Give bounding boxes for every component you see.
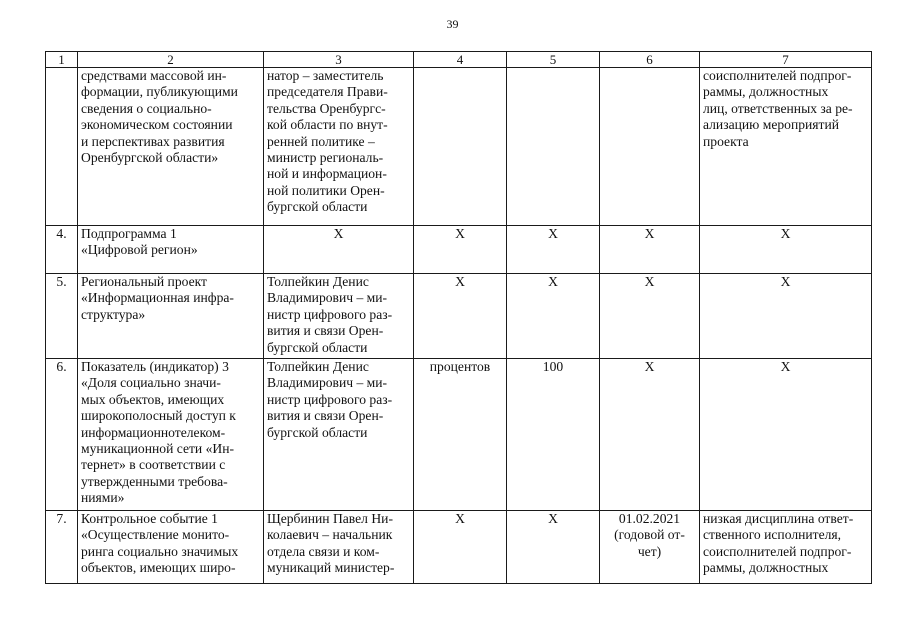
table-header-row [46, 52, 872, 68]
value-cell: Х [507, 274, 600, 359]
row-name-cell: Региональный проект «Информационная инфра- структура» [78, 274, 264, 359]
responsible-cell: Толпейкин Денис Владимирович – ми- нистр цифрового раз- вития и связи Орен- бургской области [264, 359, 414, 511]
responsible-cell: Щербинин Павел Ни- колаевич – начальник отдела связи и ком- муникаций министер- [264, 511, 414, 584]
responsible-cell: Толпейкин Денис Владимирович – ми- нистр цифрового раз- вития и связи Орен- бургской области [264, 274, 414, 359]
unit-cell: Х [414, 511, 507, 584]
row-name-cell: Контрольное событие 1 «Осуществление монито- ринга социально значимых объектов, имеющих широ- [78, 511, 264, 584]
row-name-cell: Показатель (индикатор) 3 «Доля социально значи- мых объектов, имеющих широкополосный доступ к информационнотелеком- муникационной сети «Ин- тернет» в соответствии с утвержденными требова- ниями» [78, 359, 264, 511]
column-header: 6 [600, 52, 700, 68]
date-cell: Х [600, 226, 700, 274]
table-row [46, 226, 872, 274]
value-cell [507, 68, 600, 226]
date-cell [600, 68, 700, 226]
date-cell: 01.02.2021 (годовой от- чет) [600, 511, 700, 584]
document-table [45, 51, 872, 584]
column-header: 2 [78, 52, 264, 68]
column-header: 1 [46, 52, 78, 68]
row-number-cell: 4. [46, 226, 78, 274]
risks-cell: низкая дисциплина ответ- ственного исполнителя, соисполнителей подпрог- раммы, должностных [700, 511, 872, 584]
risks-cell: Х [700, 359, 872, 511]
row-number-cell [46, 68, 78, 226]
date-cell: Х [600, 359, 700, 511]
unit-cell: Х [414, 226, 507, 274]
table-row [46, 511, 872, 584]
table-row [46, 68, 872, 226]
risks-cell: Х [700, 274, 872, 359]
table-row [46, 359, 872, 511]
unit-cell: процентов [414, 359, 507, 511]
column-header: 7 [700, 52, 872, 68]
column-header: 4 [414, 52, 507, 68]
value-cell: Х [507, 226, 600, 274]
table-row [46, 274, 872, 359]
row-number-cell: 7. [46, 511, 78, 584]
unit-cell: Х [414, 274, 507, 359]
row-number-cell: 6. [46, 359, 78, 511]
date-cell: Х [600, 274, 700, 359]
column-header: 5 [507, 52, 600, 68]
responsible-cell: Х [264, 226, 414, 274]
page-number: 39 [446, 17, 459, 31]
unit-cell [414, 68, 507, 226]
risks-cell: соисполнителей подпрог- раммы, должностных лиц, ответственных за ре- ализацию мероприятий проекта [700, 68, 872, 226]
value-cell: Х [507, 511, 600, 584]
row-number-cell: 5. [46, 274, 78, 359]
row-name-cell: Подпрограмма 1 «Цифровой регион» [78, 226, 264, 274]
value-cell: 100 [507, 359, 600, 511]
row-name-cell: средствами массовой ин- формации, публикующими сведения о социально- экономическом состоянии и перспективах развития Оренбургской области» [78, 68, 264, 226]
responsible-cell: натор – заместитель председателя Прави- тельства Оренбургс- кой области по внут- ренней политике – министр региональ- ной и информацион- ной политики Орен- бургской области [264, 68, 414, 226]
risks-cell: Х [700, 226, 872, 274]
column-header: 3 [264, 52, 414, 68]
